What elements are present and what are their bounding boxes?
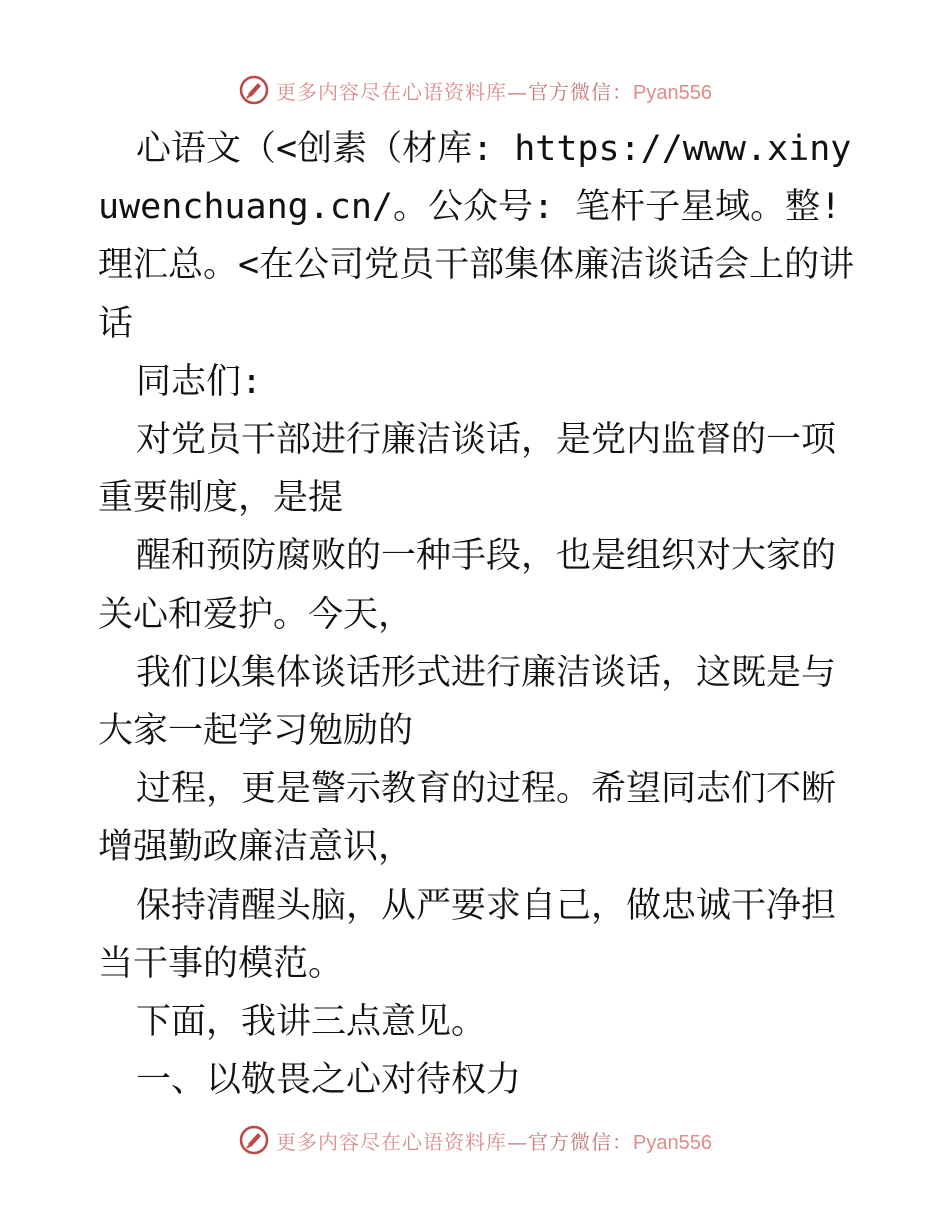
banner-main-text: 更多内容尽在心语资料库 (276, 1129, 508, 1154)
paragraph: 对党员干部进行廉洁谈话，是党内监督的一项重要制度，是提 (98, 420, 837, 519)
banner-handle: Pyan556 (633, 81, 712, 104)
footer-watermark-banner (0, 1120, 950, 1160)
banner-text (276, 76, 712, 105)
section-heading: 一、以敬畏之心对待权力 (136, 1060, 522, 1101)
banner-separator: — (507, 1129, 529, 1154)
banner-separator: — (507, 79, 529, 104)
seal-logo-icon (238, 1124, 270, 1156)
banner-handle: Pyan556 (633, 1131, 712, 1154)
banner-main-text: 更多内容尽在心语资料库 (276, 79, 508, 104)
banner-label: 官方微信： (528, 1129, 634, 1154)
paragraph: 我们以集体谈话形式进行廉洁谈话，这既是与大家一起学习勉励的 (98, 652, 837, 752)
document-body (98, 120, 858, 1109)
banner-text (276, 1126, 712, 1155)
seal-logo-icon (238, 74, 270, 106)
paragraph: 醒和预防腐败的一种手段，也是组织对大家的关心和爱护。今天， (98, 536, 837, 635)
paragraph: 过程，更是警示教育的过程。希望同志们不断增强勤政廉洁意识， (98, 769, 837, 868)
banner-label: 官方微信： (528, 79, 634, 104)
paragraph: 保持清醒头脑，从严要求自己，做忠诚干净担当干事的模范。 (98, 885, 837, 984)
paragraph: 心语文（<创素（材库: https://www.xinyuwenchuang.cn/。公众号: 笔杆子星域。整! 理汇总。<在公司党员干部集体廉洁谈话会上的讲话 (98, 129, 855, 344)
header-watermark-banner (0, 70, 950, 110)
paragraph: 同志们: (136, 361, 263, 402)
paragraph: 下面，我讲三点意见。 (136, 1002, 487, 1043)
